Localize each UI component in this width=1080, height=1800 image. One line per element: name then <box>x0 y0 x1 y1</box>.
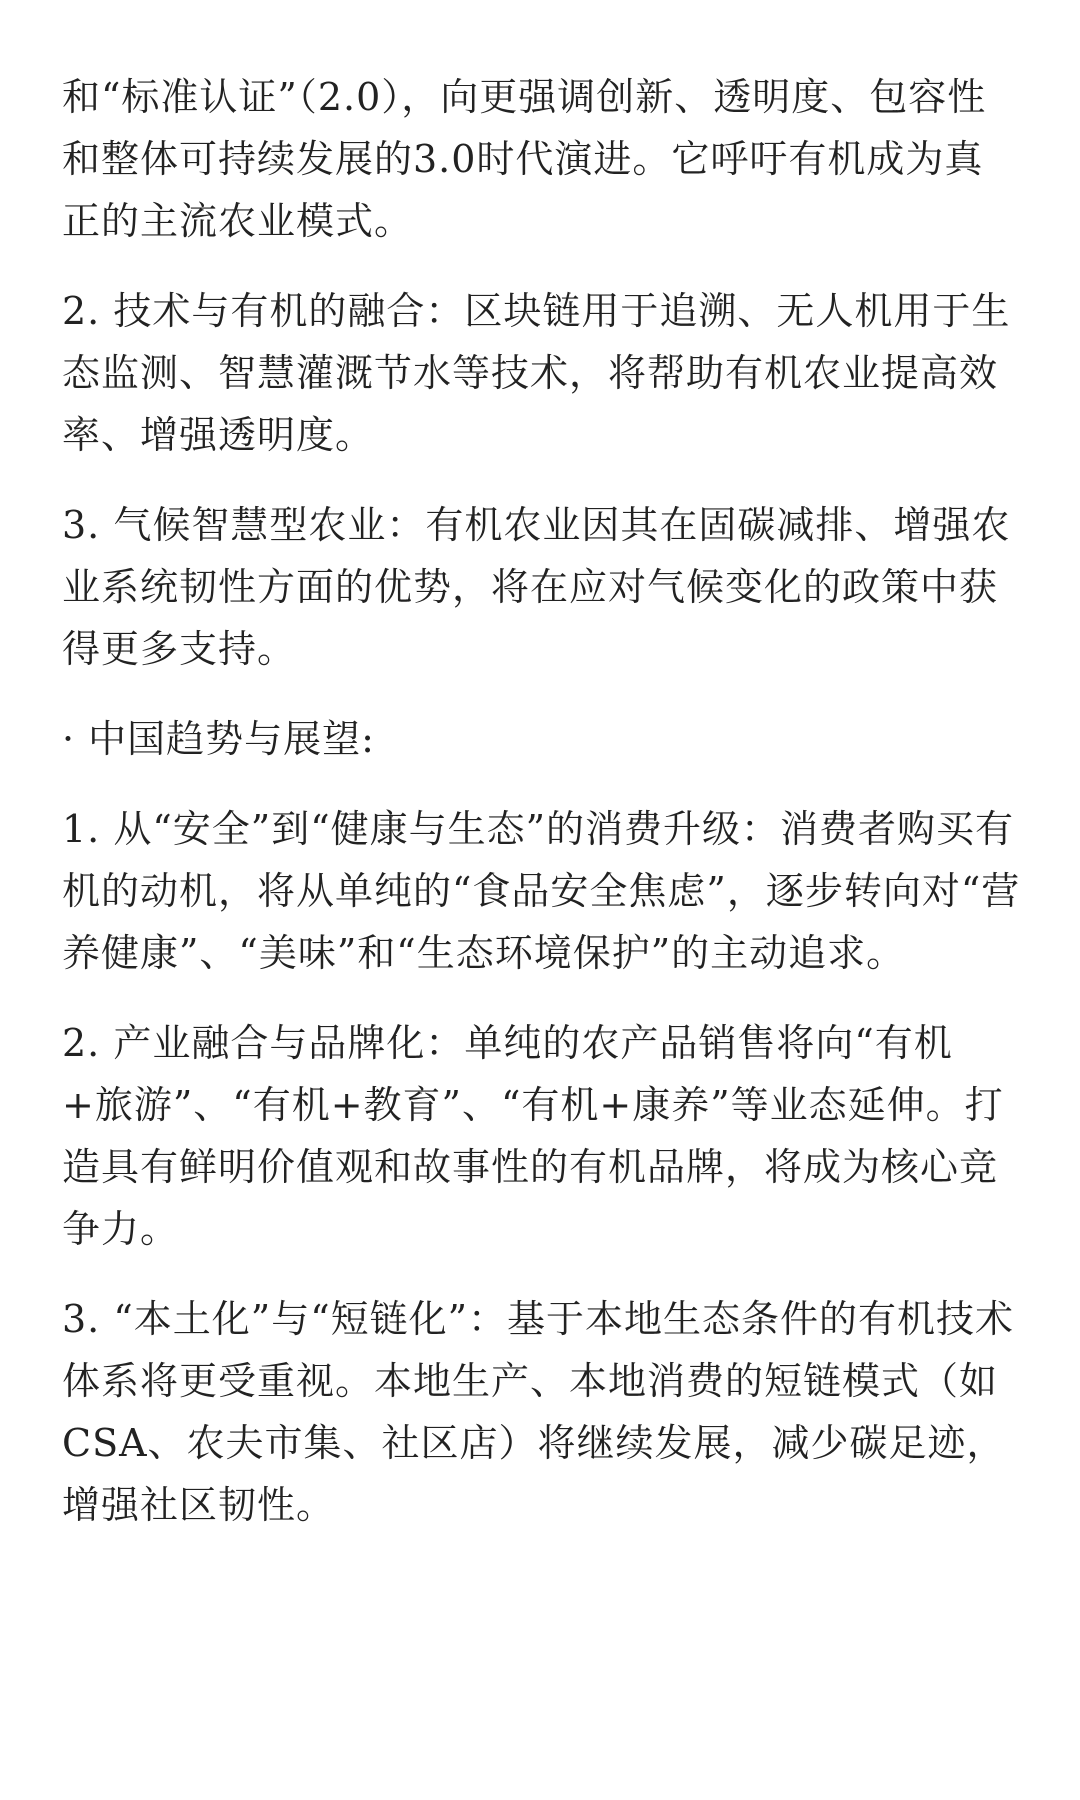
section-heading-china: · 中国趋势与展望: <box>62 717 375 761</box>
paragraph-consumption-upgrade: 1. 从“安全”到“健康与生态”的消费升级：消费者购买有机的动机，将从单纯的“食品安全焦虑”，逐步转向对“营养健康”、“美味”和“生态环境保护”的主动追求。 <box>62 807 1021 975</box>
paragraph-tech-fusion: 2. 技术与有机的融合：区块链用于追溯、无人机用于生态监测、智慧灌溉节水等技术，将帮助有机农业提高效率、增强透明度。 <box>62 289 1011 457</box>
article-body <box>62 66 1022 1564</box>
paragraph-industry-branding: 2. 产业融合与品牌化：单纯的农产品销售将向“有机+旅游”、“有机+教育”、“有机+康养”等业态延伸。打造具有鲜明价值观和故事性的有机品牌，将成为核心竞争力。 <box>62 1021 1004 1251</box>
paragraph-localization: 3. “本土化”与“短链化”：基于本地生态条件的有机技术体系将更受重视。本地生产、本地消费的短链模式（如CSA、农夫市集、社区店）将继续发展，减少碳足迹，增强社区韧性。 <box>62 1297 1015 1527</box>
paragraph-standard-certification: 和“标准认证”（2.0），向更强调创新、透明度、包容性和整体可持续发展的3.0时代演进。它呼吁有机成为真正的主流农业模式。 <box>62 75 987 243</box>
paragraph-climate-smart: 3. 气候智慧型农业：有机农业因其在固碳减排、增强农业系统韧性方面的优势，将在应对气候变化的政策中获得更多支持。 <box>62 503 1011 671</box>
